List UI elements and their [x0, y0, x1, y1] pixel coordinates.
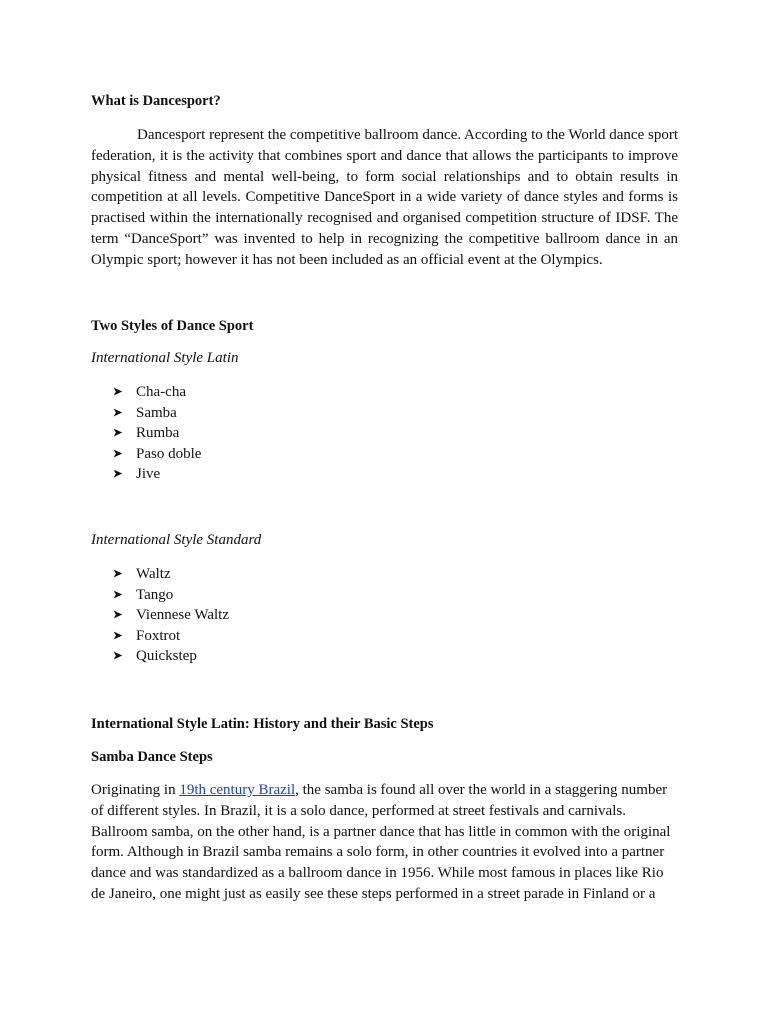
- paragraph-line: Ballroom samba, on the other hand, is a partner dance that has little in common with the original: [91, 823, 671, 840]
- latin-dance-list: [113, 382, 201, 485]
- list-item: ➤ Waltz: [113, 564, 229, 585]
- paragraph-line: form. Although in Brazil samba remains a solo form, in other countries it evolved into a partner: [91, 844, 665, 861]
- list-item: ➤ Cha-cha: [113, 382, 201, 403]
- arrow-bullet-icon: ➤: [113, 427, 123, 440]
- arrow-bullet-icon: ➤: [113, 468, 123, 481]
- arrow-bullet-icon: ➤: [113, 609, 123, 622]
- arrow-bullet-icon: ➤: [113, 629, 123, 642]
- heading-two-styles: Two Styles of Dance Sport: [91, 318, 254, 334]
- paragraph-samba-history: [91, 780, 691, 905]
- list-item: ➤ Paso doble: [113, 444, 201, 465]
- list-item: ➤ Jive: [113, 464, 201, 485]
- paragraph-line: dance and was standardized as a ballroom dance in 1956. While most famous in places like Rio: [91, 865, 664, 882]
- arrow-bullet-icon: ➤: [113, 386, 123, 398]
- link-19th-century-brazil[interactable]: 19th century Brazil: [179, 782, 296, 798]
- list-item: ➤ Viennese Waltz: [113, 605, 229, 626]
- heading-latin-history: International Style Latin: History and their Basic Steps: [91, 716, 434, 732]
- list-item: ➤ Rumba: [113, 423, 201, 444]
- arrow-bullet-icon: ➤: [113, 650, 123, 663]
- arrow-bullet-icon: ➤: [113, 588, 123, 601]
- arrow-bullet-icon: ➤: [113, 406, 123, 419]
- subheading-standard-style: International Style Standard: [91, 532, 262, 548]
- standard-dance-list: [113, 564, 229, 667]
- list-item: ➤ Samba: [113, 403, 201, 424]
- heading-what-is-dancesport: What is Dancesport?: [91, 93, 221, 109]
- list-item: ➤ Tango: [113, 585, 229, 606]
- heading-samba-steps: Samba Dance Steps: [91, 749, 213, 765]
- list-item: ➤ Foxtrot: [113, 626, 229, 647]
- paragraph-dancesport-definition: Dancesport represent the competitive ballroom dance. According to the World dance sport federation, it is the activity that combines sport and dance that allows the participants to improve physical fitness and mental well-being, to form social relationships and to obtain results in competition at all levels. Competitive DanceSport in a wide variety of dance styles and forms is practised within the internationally recognised and organised competition structure of IDSF. The term “DanceSport” was invented to help in recognizing the competitive ballroom dance in an Olympic sport; however it has not been included as an official event at the Olympics.: [91, 127, 678, 268]
- paragraph-line: Originating in 19th century Brazil, the samba is found all over the world in a staggering number: [91, 782, 668, 798]
- list-item: ➤ Quickstep: [113, 646, 229, 667]
- arrow-bullet-icon: ➤: [113, 568, 123, 580]
- paragraph-line: de Janeiro, one might just as easily see these steps performed in a street parade in Finland or a: [91, 885, 656, 902]
- paragraph-line: of different styles. In Brazil, it is a solo dance, performed at street festivals and carnivals.: [91, 802, 626, 819]
- arrow-bullet-icon: ➤: [113, 447, 123, 460]
- subheading-latin-style: International Style Latin: [91, 350, 239, 366]
